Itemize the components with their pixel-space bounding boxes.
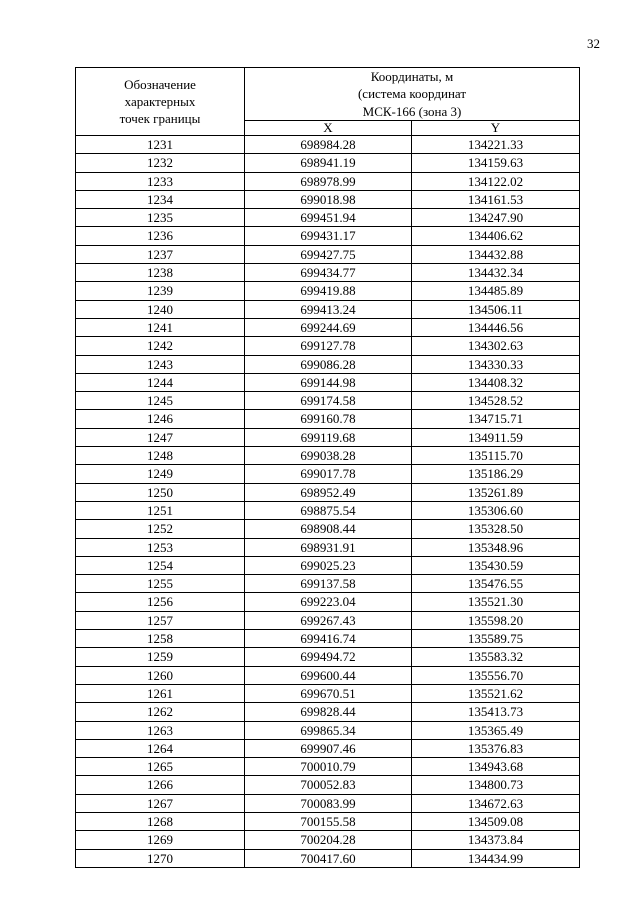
y-coordinate-cell: 135556.70: [412, 666, 580, 684]
table-row: [76, 227, 580, 245]
point-id-cell: 1270: [76, 849, 245, 867]
x-coordinate-cell: 699267.43: [245, 611, 412, 629]
table-row: [76, 136, 580, 154]
point-id-cell: 1263: [76, 721, 245, 739]
y-coordinate-cell: 134247.90: [412, 209, 580, 227]
point-id-cell: 1256: [76, 593, 245, 611]
y-coordinate-cell: 135583.32: [412, 648, 580, 666]
page-number: 32: [587, 36, 600, 51]
point-id-cell: 1233: [76, 172, 245, 190]
x-coordinate-cell: 699451.94: [245, 209, 412, 227]
header-coords-line: МСК-166 (зона 3): [362, 103, 462, 119]
x-coordinate-cell: 698908.44: [245, 520, 412, 538]
header-coordinates: [245, 68, 580, 121]
table-row: [76, 666, 580, 684]
x-coordinate-cell: 700010.79: [245, 758, 412, 776]
table-header-row: [76, 68, 580, 121]
y-coordinate-cell: 134715.71: [412, 410, 580, 428]
x-coordinate-cell: 699434.77: [245, 264, 412, 282]
table-row: [76, 758, 580, 776]
y-coordinate-cell: 134302.63: [412, 337, 580, 355]
y-coordinate-cell: 135186.29: [412, 465, 580, 483]
table-row: [76, 648, 580, 666]
y-coordinate-cell: 135413.73: [412, 703, 580, 721]
table-row: [76, 190, 580, 208]
table-row: [76, 538, 580, 556]
x-coordinate-cell: 699413.24: [245, 300, 412, 318]
point-id-cell: 1253: [76, 538, 245, 556]
y-coordinate-cell: 134434.99: [412, 849, 580, 867]
x-coordinate-cell: 700083.99: [245, 794, 412, 812]
table-row: [76, 703, 580, 721]
y-coordinate-cell: 134485.89: [412, 282, 580, 300]
x-coordinate-cell: 699038.28: [245, 447, 412, 465]
point-id-cell: 1232: [76, 154, 245, 172]
table-row: [76, 611, 580, 629]
y-coordinate-cell: 135476.55: [412, 575, 580, 593]
x-coordinate-cell: 699431.17: [245, 227, 412, 245]
point-id-cell: 1258: [76, 630, 245, 648]
point-id-cell: 1254: [76, 556, 245, 574]
x-coordinate-cell: 699244.69: [245, 318, 412, 336]
coordinates-table: [75, 67, 580, 868]
table-row: [76, 556, 580, 574]
y-coordinate-cell: 135376.83: [412, 739, 580, 757]
y-coordinate-cell: 134911.59: [412, 428, 580, 446]
table-row: [76, 392, 580, 410]
point-id-cell: 1243: [76, 355, 245, 373]
point-id-cell: 1238: [76, 264, 245, 282]
x-coordinate-cell: 699907.46: [245, 739, 412, 757]
y-coordinate-cell: 134672.63: [412, 794, 580, 812]
y-coordinate-cell: 135261.89: [412, 483, 580, 501]
x-coordinate-cell: 699017.78: [245, 465, 412, 483]
header-point-line: Обозначение: [124, 76, 196, 92]
point-id-cell: 1262: [76, 703, 245, 721]
table-row: [76, 172, 580, 190]
point-id-cell: 1269: [76, 831, 245, 849]
y-coordinate-cell: 134528.52: [412, 392, 580, 410]
x-coordinate-cell: 699144.98: [245, 373, 412, 391]
y-coordinate-cell: 135348.96: [412, 538, 580, 556]
table-row: [76, 812, 580, 830]
table-row: [76, 849, 580, 867]
x-coordinate-cell: 699025.23: [245, 556, 412, 574]
point-id-cell: 1236: [76, 227, 245, 245]
x-coordinate-cell: 699086.28: [245, 355, 412, 373]
header-coords-line: Координаты, м: [370, 69, 454, 85]
table-row: [76, 428, 580, 446]
table-row: [76, 684, 580, 702]
table-row: [76, 593, 580, 611]
table-row: [76, 630, 580, 648]
table-row: [76, 410, 580, 428]
table-row: [76, 264, 580, 282]
x-coordinate-cell: 698952.49: [245, 483, 412, 501]
y-coordinate-cell: 134446.56: [412, 318, 580, 336]
y-coordinate-cell: 134161.53: [412, 190, 580, 208]
x-coordinate-cell: 699174.58: [245, 392, 412, 410]
x-coordinate-cell: 700204.28: [245, 831, 412, 849]
header-point-line: точек границы: [119, 111, 201, 127]
y-coordinate-cell: 134800.73: [412, 776, 580, 794]
y-coordinate-cell: 134943.68: [412, 758, 580, 776]
point-id-cell: 1241: [76, 318, 245, 336]
y-coordinate-cell: 135521.30: [412, 593, 580, 611]
table-row: [76, 282, 580, 300]
y-coordinate-cell: 134221.33: [412, 136, 580, 154]
y-coordinate-cell: 135115.70: [412, 447, 580, 465]
y-coordinate-cell: 135306.60: [412, 501, 580, 519]
x-coordinate-cell: 700417.60: [245, 849, 412, 867]
point-id-cell: 1257: [76, 611, 245, 629]
table-row: [76, 483, 580, 501]
x-coordinate-cell: 699494.72: [245, 648, 412, 666]
y-coordinate-cell: 134406.62: [412, 227, 580, 245]
x-coordinate-cell: 699223.04: [245, 593, 412, 611]
y-coordinate-cell: 134159.63: [412, 154, 580, 172]
point-id-cell: 1237: [76, 245, 245, 263]
point-id-cell: 1235: [76, 209, 245, 227]
table-row: [76, 739, 580, 757]
header-coords-line: (система координат: [357, 86, 467, 102]
y-coordinate-cell: 134432.88: [412, 245, 580, 263]
table-row: [76, 245, 580, 263]
point-id-cell: 1264: [76, 739, 245, 757]
table-row: [76, 373, 580, 391]
x-coordinate-cell: 699018.98: [245, 190, 412, 208]
y-coordinate-cell: 134122.02: [412, 172, 580, 190]
x-coordinate-cell: 699427.75: [245, 245, 412, 263]
x-coordinate-cell: 698941.19: [245, 154, 412, 172]
point-id-cell: 1267: [76, 794, 245, 812]
x-coordinate-cell: 699119.68: [245, 428, 412, 446]
y-coordinate-cell: 134373.84: [412, 831, 580, 849]
table-body: [76, 136, 580, 868]
point-id-cell: 1245: [76, 392, 245, 410]
point-id-cell: 1255: [76, 575, 245, 593]
x-coordinate-cell: 699127.78: [245, 337, 412, 355]
table-row: [76, 300, 580, 318]
point-id-cell: 1239: [76, 282, 245, 300]
point-id-cell: 1250: [76, 483, 245, 501]
x-coordinate-cell: 699600.44: [245, 666, 412, 684]
x-coordinate-cell: 699670.51: [245, 684, 412, 702]
x-coordinate-cell: 698984.28: [245, 136, 412, 154]
y-coordinate-cell: 135589.75: [412, 630, 580, 648]
x-coordinate-cell: 698978.99: [245, 172, 412, 190]
point-id-cell: 1231: [76, 136, 245, 154]
header-point-line: характерных: [124, 93, 196, 109]
y-coordinate-cell: 135365.49: [412, 721, 580, 739]
point-id-cell: 1247: [76, 428, 245, 446]
point-id-cell: 1240: [76, 300, 245, 318]
point-id-cell: 1265: [76, 758, 245, 776]
point-id-cell: 1242: [76, 337, 245, 355]
x-coordinate-cell: 698931.91: [245, 538, 412, 556]
point-id-cell: 1266: [76, 776, 245, 794]
table-row: [76, 209, 580, 227]
y-coordinate-cell: 134408.32: [412, 373, 580, 391]
x-coordinate-cell: 699416.74: [245, 630, 412, 648]
x-coordinate-cell: 700052.83: [245, 776, 412, 794]
x-coordinate-cell: 698875.54: [245, 501, 412, 519]
point-id-cell: 1251: [76, 501, 245, 519]
table-row: [76, 355, 580, 373]
y-coordinate-cell: 134506.11: [412, 300, 580, 318]
point-id-cell: 1246: [76, 410, 245, 428]
x-coordinate-cell: 700155.58: [245, 812, 412, 830]
table-row: [76, 776, 580, 794]
y-coordinate-cell: 134330.33: [412, 355, 580, 373]
point-id-cell: 1252: [76, 520, 245, 538]
point-id-cell: 1261: [76, 684, 245, 702]
y-coordinate-cell: 135521.62: [412, 684, 580, 702]
table-row: [76, 465, 580, 483]
x-coordinate-cell: 699160.78: [245, 410, 412, 428]
y-coordinate-cell: 135598.20: [412, 611, 580, 629]
table-row: [76, 447, 580, 465]
table-row: [76, 794, 580, 812]
point-id-cell: 1248: [76, 447, 245, 465]
point-id-cell: 1259: [76, 648, 245, 666]
x-coordinate-cell: 699865.34: [245, 721, 412, 739]
point-id-cell: 1260: [76, 666, 245, 684]
y-coordinate-cell: 135328.50: [412, 520, 580, 538]
y-coordinate-cell: 134509.08: [412, 812, 580, 830]
point-id-cell: 1234: [76, 190, 245, 208]
point-id-cell: 1249: [76, 465, 245, 483]
point-id-cell: 1244: [76, 373, 245, 391]
table-row: [76, 337, 580, 355]
table-row: [76, 501, 580, 519]
x-coordinate-cell: 699828.44: [245, 703, 412, 721]
header-point-designation: [76, 68, 245, 136]
header-y: Y: [412, 121, 580, 136]
table-row: [76, 520, 580, 538]
x-coordinate-cell: 699419.88: [245, 282, 412, 300]
x-coordinate-cell: 699137.58: [245, 575, 412, 593]
y-coordinate-cell: 134432.34: [412, 264, 580, 282]
table-row: [76, 575, 580, 593]
table-row: [76, 318, 580, 336]
table-row: [76, 831, 580, 849]
y-coordinate-cell: 135430.59: [412, 556, 580, 574]
table-row: [76, 721, 580, 739]
point-id-cell: 1268: [76, 812, 245, 830]
table-row: [76, 154, 580, 172]
header-x: X: [245, 121, 412, 136]
